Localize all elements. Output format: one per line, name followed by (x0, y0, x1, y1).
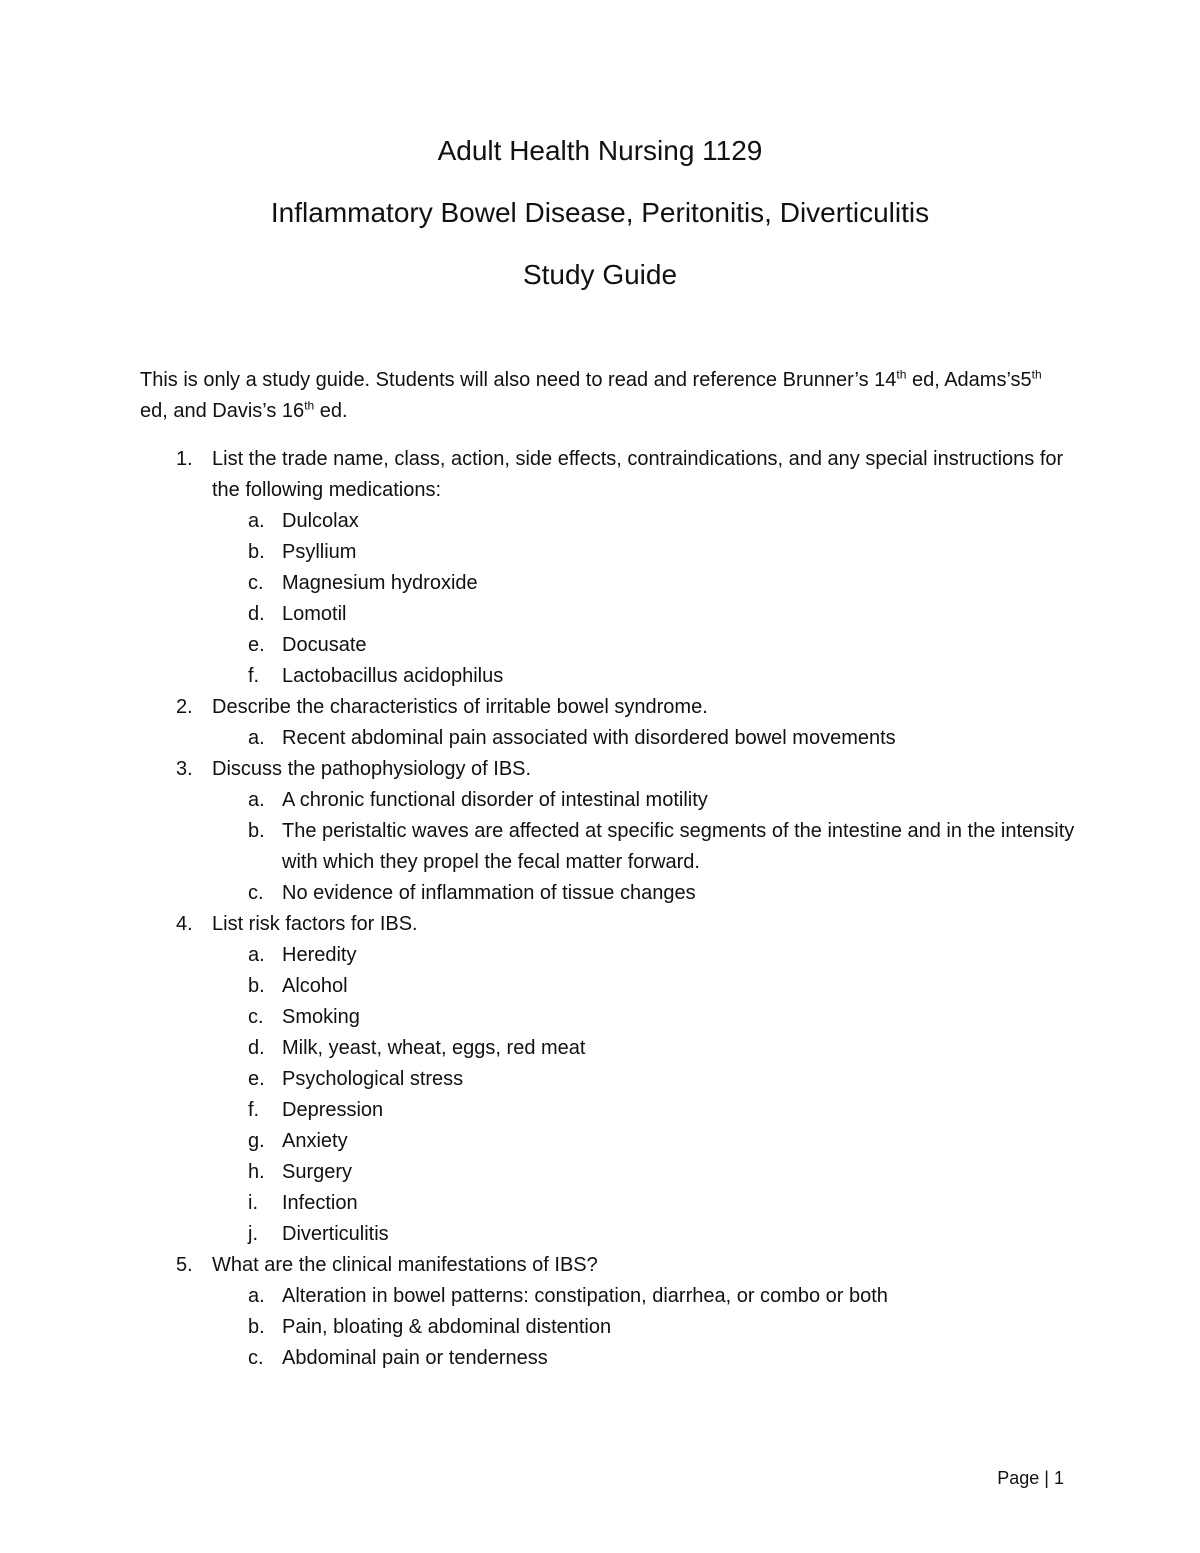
answer-text: No evidence of inflammation of tissue changes (282, 882, 696, 904)
answer-letter: b. (248, 1316, 265, 1338)
answer-text: Dulcolax (282, 510, 359, 532)
intro-text-2: ed, Adams’s5 (906, 369, 1032, 391)
answer-list (212, 785, 1080, 909)
question-list (140, 444, 1080, 1374)
answer-letter: b. (248, 820, 265, 842)
answer-item (212, 940, 1080, 971)
answer-letter: c. (248, 882, 264, 904)
answer-list (212, 723, 1080, 754)
answer-text: Milk, yeast, wheat, eggs, red meat (282, 1037, 586, 1059)
answer-text: Lactobacillus acidophilus (282, 665, 504, 687)
answer-item (212, 630, 1080, 661)
answer-item (212, 1064, 1080, 1095)
answer-item (212, 1157, 1080, 1188)
answer-text: Abdominal pain or tenderness (282, 1347, 548, 1369)
answer-item (212, 661, 1080, 692)
answer-item (212, 723, 1080, 754)
answer-item (212, 568, 1080, 599)
answer-item (212, 878, 1080, 909)
answer-text: Alcohol (282, 975, 348, 997)
intro-paragraph (140, 365, 1060, 427)
answer-text: Psychological stress (282, 1068, 464, 1090)
answer-item (212, 1343, 1080, 1374)
answer-text: The peristaltic waves are affected at specific segments of the intestine and in the intensity with which they propel the fecal matter forward. (282, 820, 1075, 873)
answer-item (212, 971, 1080, 1002)
answer-list (212, 1281, 1080, 1374)
answer-text: Psyllium (282, 541, 357, 563)
answer-letter: c. (248, 572, 264, 594)
answer-item (212, 1033, 1080, 1064)
answer-text: Smoking (282, 1006, 360, 1028)
answer-item (212, 1188, 1080, 1219)
answer-list (212, 940, 1080, 1250)
answer-item (212, 1002, 1080, 1033)
intro-sup-3: th (304, 398, 315, 413)
intro-sup-1: th (896, 367, 907, 382)
answer-letter: d. (248, 603, 265, 625)
answer-text: Diverticulitis (282, 1223, 389, 1245)
answer-letter: c. (248, 1347, 264, 1369)
intro-text-1: This is only a study guide. Students will also need to read and reference Brunner’s 14 (140, 369, 897, 391)
answer-letter: b. (248, 975, 265, 997)
question-text: What are the clinical manifestations of IBS? (212, 1254, 598, 1276)
question-item (140, 1250, 1080, 1374)
answer-letter: a. (248, 789, 265, 811)
answer-text: Recent abdominal pain associated with disordered bowel movements (282, 727, 896, 749)
answer-list (212, 506, 1080, 692)
question-text: Discuss the pathophysiology of IBS. (212, 758, 532, 780)
question-text: List the trade name, class, action, side effects, contraindications, and any special instructions for the following medications: (212, 448, 1064, 501)
answer-letter: a. (248, 510, 265, 532)
answer-letter: a. (248, 944, 265, 966)
answer-text: Lomotil (282, 603, 347, 625)
answer-letter: e. (248, 634, 265, 656)
answer-letter: j. (248, 1223, 258, 1245)
intro-text-4: ed. (314, 400, 348, 422)
question-item (140, 444, 1080, 692)
intro-sup-2: th (1031, 367, 1042, 382)
answer-item (212, 1219, 1080, 1250)
answer-item (212, 599, 1080, 630)
topic-title: Inflammatory Bowel Disease, Peritonitis, Diverticulitis (270, 197, 930, 228)
answer-item (212, 816, 1080, 878)
answer-text: Anxiety (282, 1130, 348, 1152)
answer-text: Depression (282, 1099, 384, 1121)
answer-letter: e. (248, 1068, 265, 1090)
question-item (140, 692, 1080, 754)
answer-item (212, 1281, 1080, 1312)
doc-type-title: Study Guide (522, 259, 678, 290)
answer-text: Surgery (282, 1161, 353, 1183)
question-number: 4. (176, 913, 193, 935)
answer-letter: g. (248, 1130, 265, 1152)
answer-letter: d. (248, 1037, 265, 1059)
answer-item (212, 1095, 1080, 1126)
answer-letter: i. (248, 1192, 258, 1214)
question-number: 5. (176, 1254, 193, 1276)
answer-letter: a. (248, 727, 265, 749)
answer-text: Infection (282, 1192, 358, 1214)
title-block (0, 120, 1200, 306)
course-title: Adult Health Nursing 1129 (437, 135, 763, 166)
answer-text: Magnesium hydroxide (282, 572, 478, 594)
answer-letter: f. (248, 665, 260, 687)
question-text: Describe the characteristics of irritable bowel syndrome. (212, 696, 708, 718)
answer-item (212, 1126, 1080, 1157)
answer-item (212, 537, 1080, 568)
question-number: 3. (176, 758, 193, 780)
answer-text: A chronic functional disorder of intestinal motility (282, 789, 708, 811)
answer-text: Docusate (282, 634, 367, 656)
answer-item (212, 785, 1080, 816)
answer-text: Pain, bloating & abdominal distention (282, 1316, 612, 1338)
question-item (140, 754, 1080, 909)
answer-letter: h. (248, 1161, 265, 1183)
answer-item (212, 506, 1080, 537)
answer-letter: b. (248, 541, 265, 563)
intro-text-3: ed, and Davis’s 16 (140, 400, 305, 422)
question-number: 1. (176, 448, 193, 470)
answer-letter: f. (248, 1099, 260, 1121)
question-number: 2. (176, 696, 193, 718)
answer-letter: c. (248, 1006, 264, 1028)
answer-item (212, 1312, 1080, 1343)
answer-letter: a. (248, 1285, 265, 1307)
answer-text: Alteration in bowel patterns: constipation, diarrhea, or combo or both (282, 1285, 888, 1307)
question-text: List risk factors for IBS. (212, 913, 418, 935)
page-number-footer: Page | 1 (997, 1468, 1064, 1488)
answer-text: Heredity (282, 944, 357, 966)
question-item (140, 909, 1080, 1250)
